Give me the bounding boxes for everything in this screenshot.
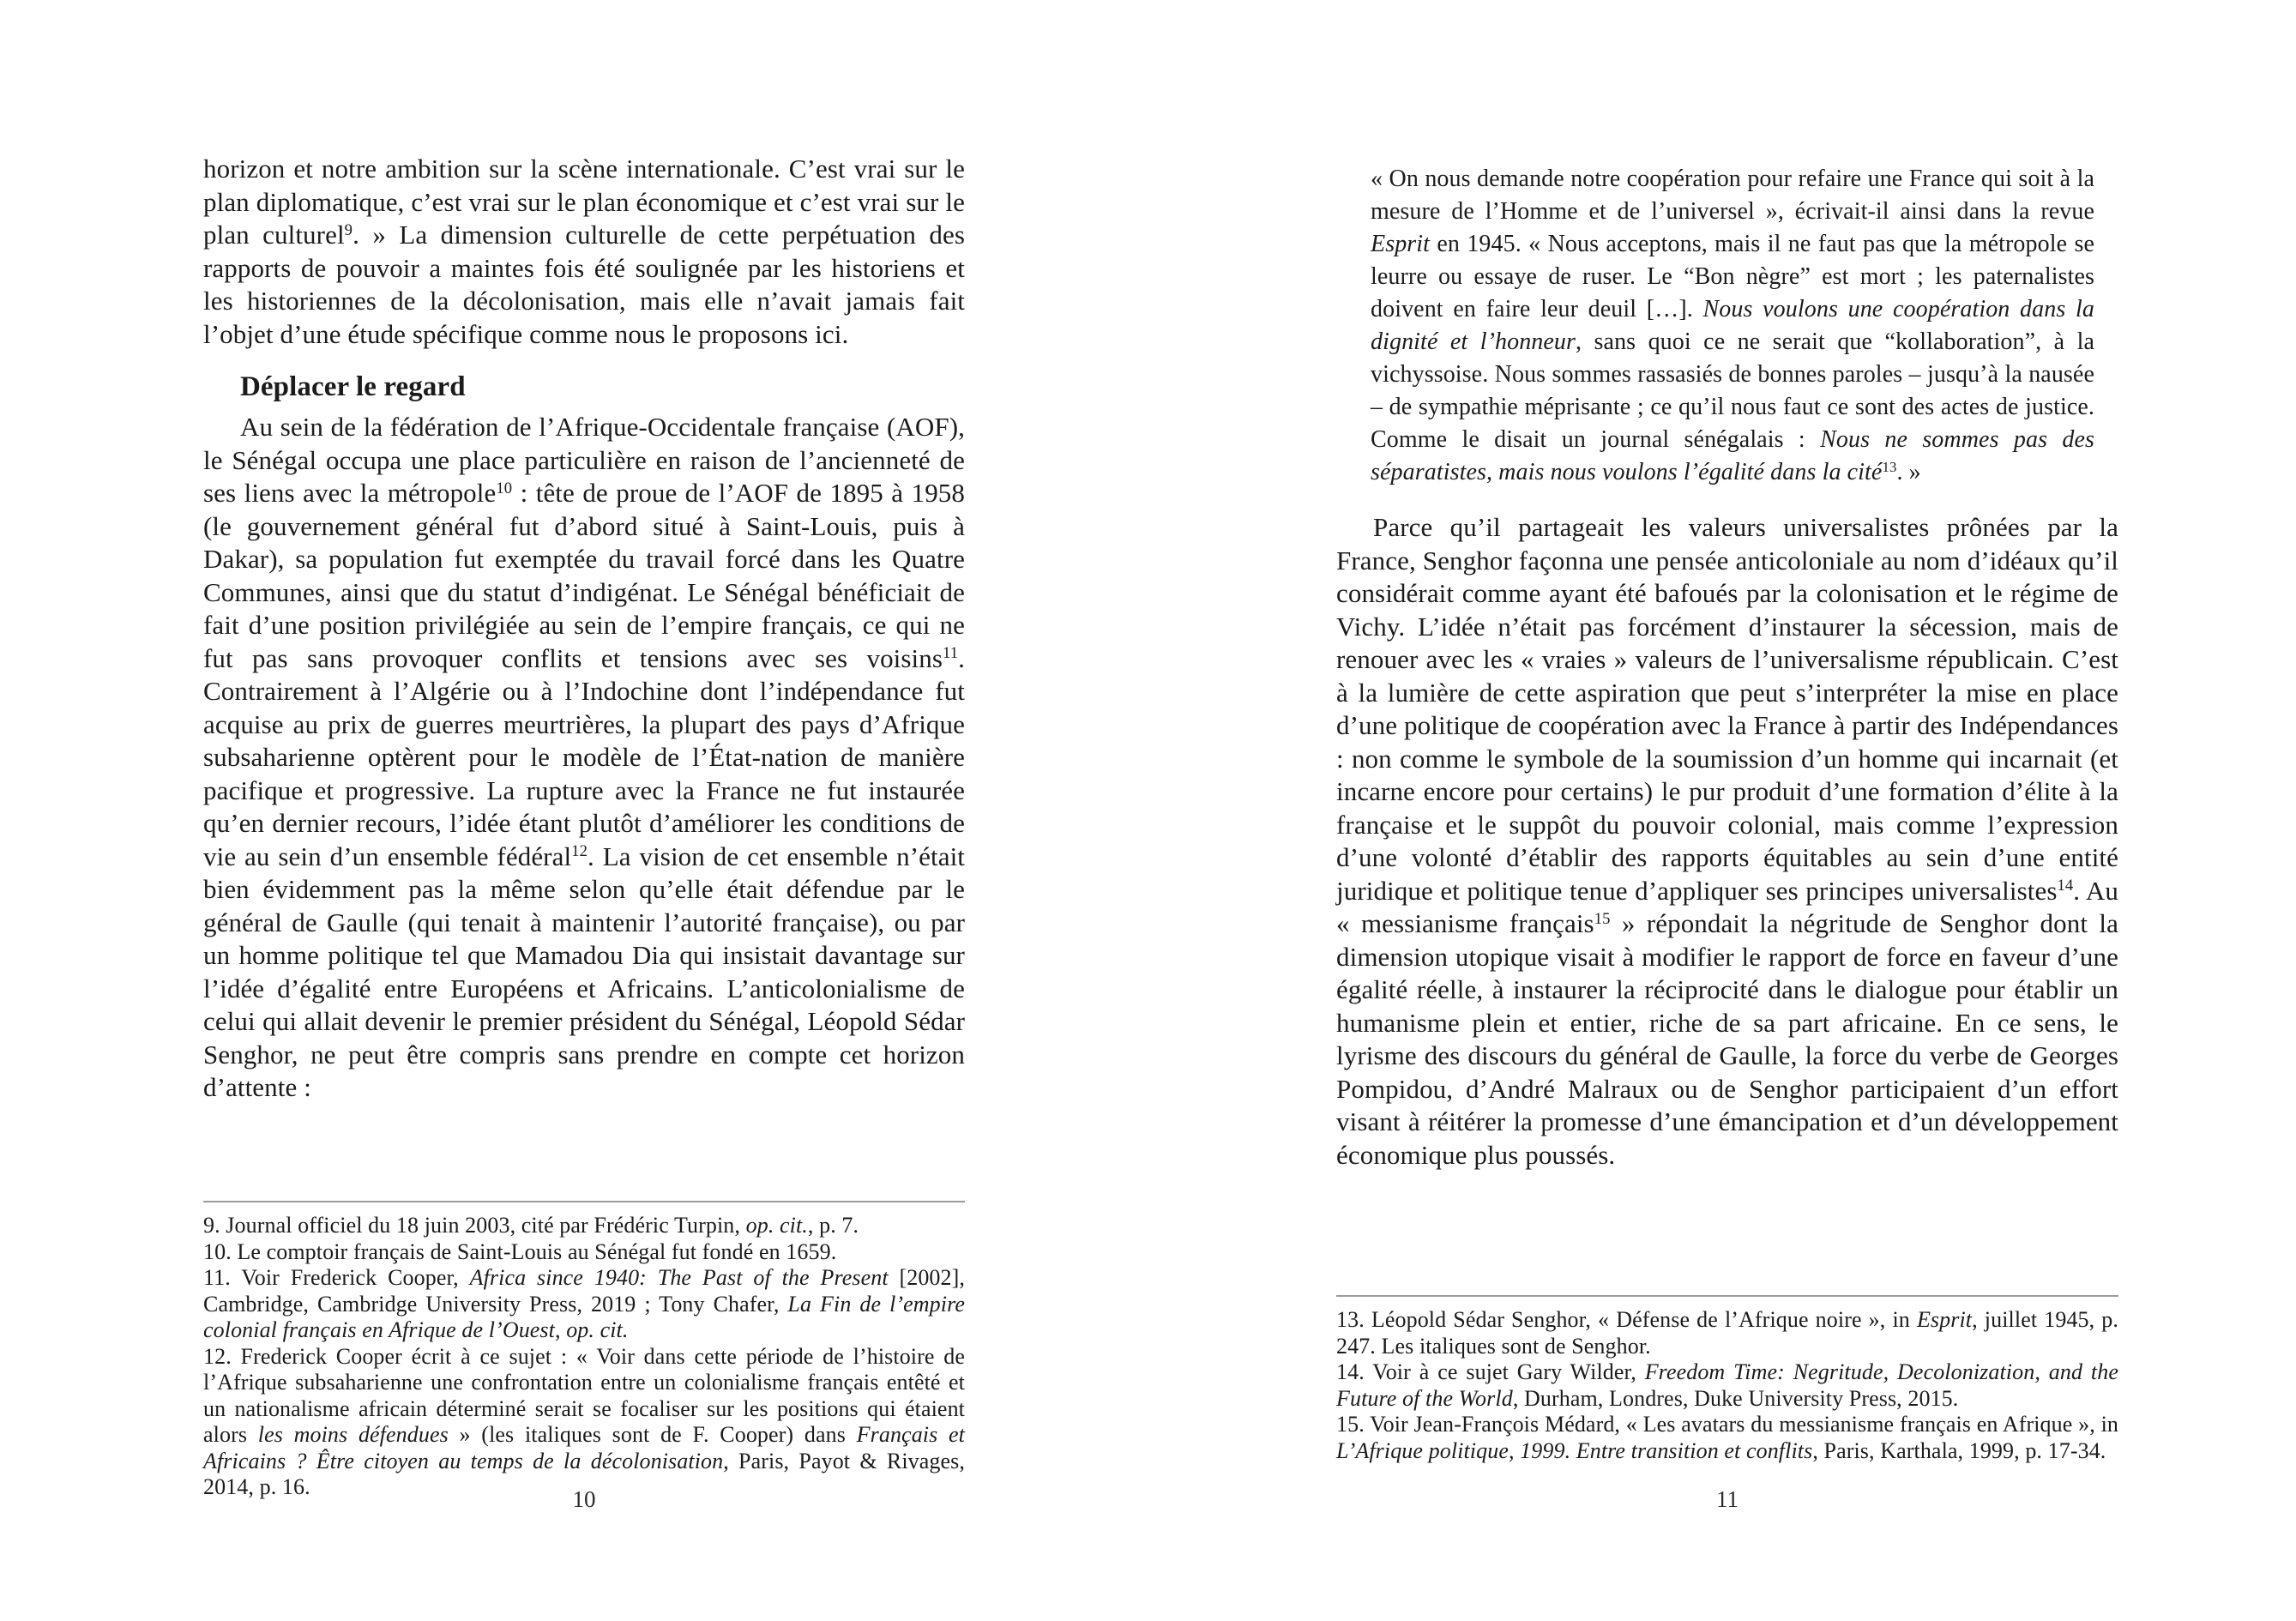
footnote-divider xyxy=(1336,1295,2118,1297)
footnote: 15. Voir Jean-François Médard, « Les avatars du messianisme français en Afrique », in L’Afrique politique, 1999. Entre transition et conflits, Paris, Karthala, 1999, p. 17-34. xyxy=(1336,1412,2118,1463)
paragraph: Parce qu’il partageait les valeurs universalistes prônées par la France, Senghor façonna une pensée anticoloniale au nom d’idéaux qu’il considérait comme ayant été bafoués par la colonisation et le régime de Vichy. L’idée n’était pas forcément d’instaurer la sécession, mais de renouer avec les « vraies » valeurs de l’universalisme républicain. C’est à la lumière de cette aspiration que peut s’interpréter la mise en place d’une politique de coopération avec la France à partir des Indépendances : non comme le symbole de la soumission d’un homme qui incarnait (et incarne encore pour certains) le pur produit d’une formation d’élite à la française et le suppôt du pouvoir colonial, mais comme l’expression d’une volonté d’établir des rapports équitables au sein d’une entité juridique et politique tenue d’appliquer ses principes universalistes$^{14}$. Au « messianisme français$^{15}$ » répondait la négritude de Senghor dont la dimension utopique visait à modifier le rapport de force en faveur d’une égalité réelle, à instaurer la réciprocité dans le dialogue pour établir un humanisme plein et entier, riche de sa part africaine. En ce sens, le lyrisme des discours du général de Gaulle, la force du verbe de Georges Pompidou, d’André Malraux ou de Senghor participaient d’un effort visant à réitérer la promesse d’une émancipation et d’un développement économique plus poussés. xyxy=(1336,512,2119,1170)
footnote: 12. Frederick Cooper écrit à ce sujet : « Voir dans cette période de l’histoire de l’Afrique subsaharienne une confrontation entre un colonialisme français entêté et un nationalisme africain déterminé serait se focaliser sur les positions qui étaient alors les moins défendues » (les italiques sont de F. Cooper) dans Français et Africains ? Être citoyen au temps de la décolonisation, Paris, Payot & Rivages, 2014, p. 16. xyxy=(203,1343,966,1499)
footnote: 14. Voir à ce sujet Gary Wilder, Freedom Time: Negritude, Decolonization, and the Future of the World, Durham, Londres, Duke University Press, 2015. xyxy=(1336,1359,2118,1411)
footnote: 9. Journal officiel du 18 juin 2003, cité par Frédéric Turpin, op. cit., p. 7. xyxy=(203,1213,859,1238)
page-left-body xyxy=(203,153,965,1105)
footnote: 10. Le comptoir français de Saint-Louis au Sénégal fut fondé en 1659. xyxy=(203,1238,837,1264)
footnote: 11. Voir Frederick Cooper, Africa since 1940: The Past of the Present [2002], Cambridge, Cambridge University Press, 2019 ; Tony Chafer, La Fin de l’empire colonial français en Afrique de l’Ouest, op. cit. xyxy=(203,1265,965,1342)
block-quote: « On nous demande notre coopération pour refaire une France qui soit à la mesure de l’Homme et de l’universel », écrivait-il ainsi dans la revue Esprit en 1945. « Nous acceptons, mais il ne faut pas que la métropole se leurre ou essaye de ruser. Le “Bon nègre” est mort ; les paternalistes doivent en faire leur deuil […]. Nous voulons une coopération dans la dignité et l’honneur, sans quoi ce ne serait que “kollaboration”, à la vichyssoise. Nous sommes rassasiés de bonnes paroles – jusqu’à la nausée – de sympathie méprisante ; ce qu’il nous faut ce sont des actes de justice. Comme le disait un journal sénégalais : Nous ne sommes pas des séparatistes, mais nous voulons l’égalité dans la cité$^{13}$. » xyxy=(1371,166,2094,485)
footnotes-left xyxy=(203,1201,965,1501)
paragraph-continuation: horizon et notre ambition sur la scène internationale. C’est vrai sur le plan diplomatique, c’est vrai sur le plan économique et c’est vrai sur le plan culturel$^9$. » La dimension culturelle de cette perpétuation des rapports de pouvoir a maintes fois été soulignée par les historiens et les historiennes de la décolonisation, mais elle n’avait jamais fait l’objet d’une étude spécifique comme nous le proposons ici. xyxy=(203,154,966,349)
footnotes-right xyxy=(1336,1295,2118,1464)
section-heading: Déplacer le regard xyxy=(240,371,466,402)
page-right-body xyxy=(1336,163,2118,1172)
page-number-right: 11 xyxy=(1716,1486,1739,1512)
footnote: 13. Léopold Sédar Senghor, « Défense de l’Afrique noire », in Esprit, juillet 1945, p. 247. Les italiques sont de Senghor. xyxy=(1336,1307,2118,1359)
paragraph: Au sein de la fédération de l’Afrique-Occidentale française (AOF), le Sénégal occupa une place particulière en raison de l’ancienneté de ses liens avec la métropole$^{10}$ : tête de proue de l’AOF de 1895 à 1958 (le gouvernement général fut d’abord situé à Saint-Louis, puis à Dakar), sa population fut exemptée du travail forcé dans les Quatre Communes, ainsi que du statut d’indigénat. Le Sénégal bénéficiait de fait d’une position privilégiée au sein de l’empire français, ce qui ne fut pas sans provoquer conflits et tensions avec ses voisins$^{11}$. Contrairement à l’Algérie ou à l’Indochine dont l’indépendance fut acquise au prix de guerres meurtrières, la plupart des pays d’Afrique subsaharienne optèrent pour le modèle de l’État-nation de manière pacifique et progressive. La rupture avec la France ne fut instaurée qu’en dernier recours, l’idée étant plutôt d’améliorer les conditions de vie au sein d’un ensemble fédéral$^{12}$. La vision de cet ensemble n’était bien évidemment pas la même selon qu’elle était défendue par le général de Gaulle (qui tenait à maintenir l’autorité française), ou par un homme politique tel que Mamadou Dia qui insistait davantage sur l’idée d’égalité entre Européens et Africains. L’anticolonialisme de celui qui allait devenir le premier président du Sénégal, Léopold Sédar Senghor, ne peut être compris sans prendre en compte cet horizon d’attente : xyxy=(203,412,966,1102)
footnote-divider xyxy=(203,1201,965,1202)
page-number-left: 10 xyxy=(572,1486,596,1512)
